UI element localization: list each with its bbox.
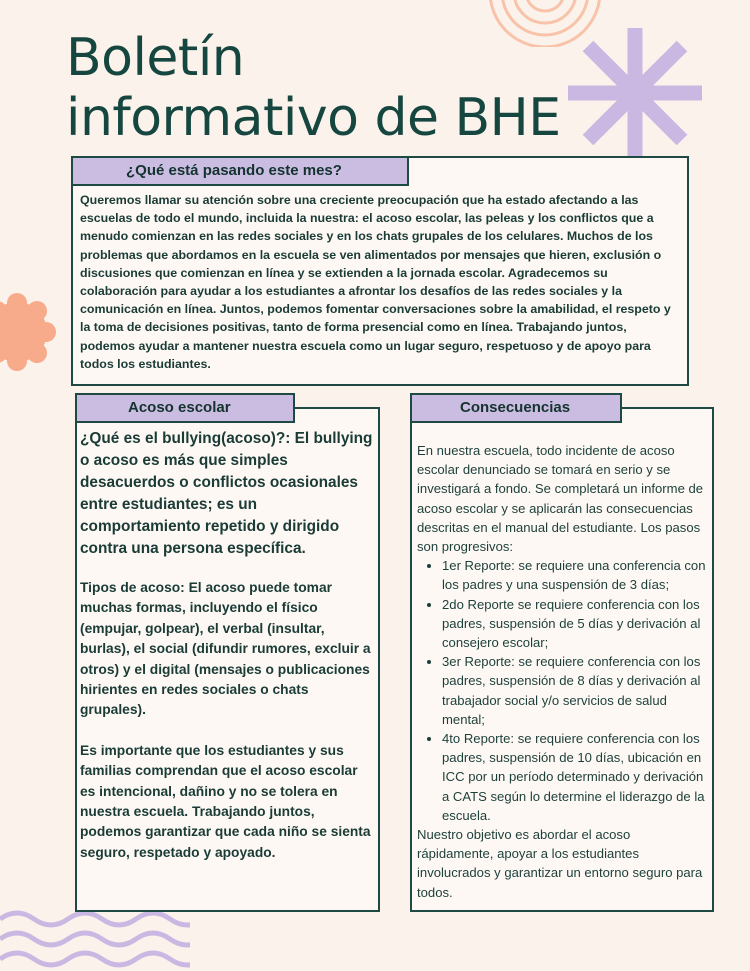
acoso-heading-tab — [75, 393, 295, 423]
page-title — [66, 28, 561, 148]
consecuencias-intro: En nuestra escuela, todo incidente de acoso escolar denunciado se tomará en serio y se investigará a fondo. Se completará un informe de acoso escolar y se aplicarán las consecuencias descritas en el manual del estudiante. Los pasos son progresivos: — [417, 443, 704, 555]
acoso-lead-paragraph: ¿Qué es el bullying(acoso)?: El bullying o acoso es más que simples desacuerdos o conflictos ocasionales entre estudiantes; es un comportamiento repetido y dirigido contra una persona específica. — [80, 430, 373, 557]
acoso-importante-paragraph: Es importante que los estudiantes y sus familias comprendan que el acoso escolar es intencional, dañino y no se tolera en nuestra escuela. Trabajando juntos, podemos garantizar que cada niño se sienta seguro, respetado y apoyado. — [80, 742, 371, 860]
acoso-body — [80, 428, 376, 883]
consecuencias-steps-list — [417, 556, 707, 825]
consecuencias-step: • 3er Reporte: se requiere conferencia con los padres, suspensión de 8 días y derivación al trabajador social y/o servicios de salud mental; — [442, 652, 707, 729]
consecuencias-step: • 2do Reporte se requiere conferencia con los padres, suspensión de 5 días y derivación al consejero escolar; — [442, 595, 707, 653]
intro-heading: ¿Qué está pasando este mes? — [126, 162, 342, 179]
scalloped-circle-decoration — [0, 293, 56, 371]
consecuencias-closing: Nuestro objetivo es abordar el acoso rápidamente, apoyar a los estudiantes involucrados y garantizar un entorno seguro para todos. — [417, 827, 703, 900]
consecuencias-heading: Consecuencias — [460, 399, 571, 416]
consecuencias-step: • 4to Reporte: se requiere conferencia con los padres, suspensión de 10 días, ubicación en ICC por un período determinado y derivación a CATS según lo determine el liderazgo de la escuela. — [442, 729, 707, 825]
title-line-2: informativo de BHE — [66, 88, 561, 148]
intro-heading-tab — [71, 156, 409, 186]
starburst-decoration — [568, 28, 702, 158]
acoso-tipos-paragraph: Tipos de acoso: El acoso puede tomar muchas formas, incluyendo el físico (empujar, golpear), el verbal (insultar, burlas), el social (difundir rumores, excluir a otros) y el digital (mensajes o publicaciones hirientes en redes sociales o chats grupales). — [80, 580, 371, 718]
title-line-1: Boletín — [66, 28, 245, 88]
consecuencias-step: • 1er Reporte: se requiere una conferencia con los padres y una suspensión de 3 días; — [442, 556, 707, 594]
wavy-lines-decoration — [0, 905, 190, 971]
consecuencias-body — [417, 441, 707, 902]
acoso-heading: Acoso escolar — [128, 399, 231, 416]
intro-body: Queremos llamar su atención sobre una creciente preocupación que ha estado afectando a las escuelas de todo el mundo, incluida la nuestra: el acoso escolar, las peleas y los conflictos que a menudo comienzan en las redes sociales y en los chats grupales de los celulares. Muchos de los problemas que abordamos en la escuela se ven alimentados por mensajes que hieren, exclusión o discusiones que comienzan en línea y se extienden a la jornada escolar. Agradecemos su colaboración para ayudar a los estudiantes a afrontar los desafíos de las redes sociales y la comunicación en línea. Juntos, podemos fomentar conversaciones sobre la amabilidad, el respeto y la toma de decisiones positivas, tanto de forma presencial como en línea. Trabajando juntos, podemos ayudar a mantener nuestra escuela como un lugar seguro, respetuoso y de apoyo para todos los estudiantes. — [80, 193, 671, 371]
consecuencias-heading-tab — [410, 393, 622, 423]
